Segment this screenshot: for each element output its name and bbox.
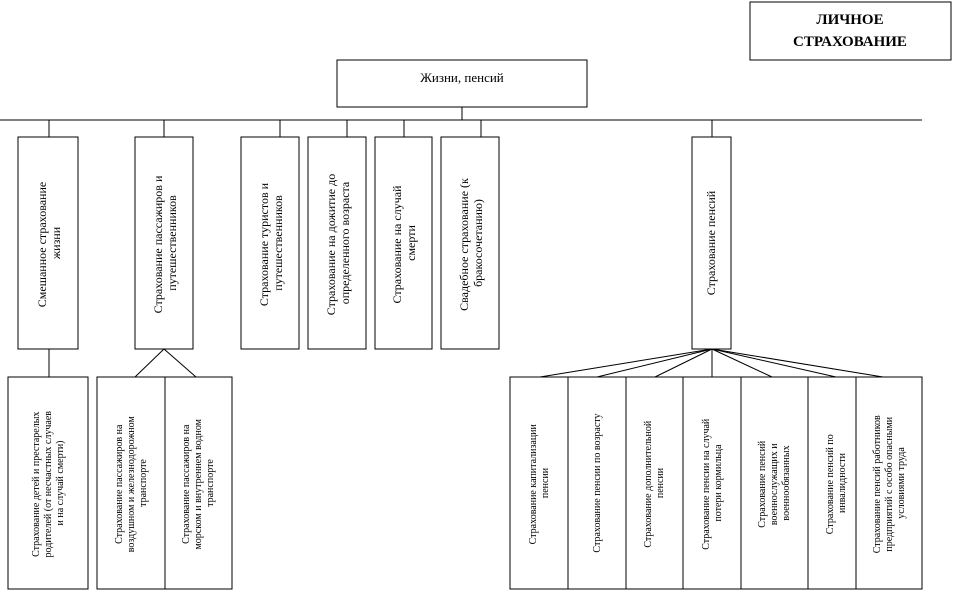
leaf-capital-line-2: пенсии — [540, 467, 551, 499]
category-pensions — [692, 137, 731, 349]
svg-text:Страхование пенсий военн — [757, 438, 792, 528]
leaf-age — [568, 377, 626, 589]
category-tourists-line-1: Страхование туристов и — [257, 182, 271, 307]
title-line-2: СТРАХОВАНИЕ — [793, 34, 907, 50]
category-endowment-line-1: Страхование на дожитие до — [324, 173, 338, 316]
leaf-disability-line-2: инвалидности — [837, 452, 848, 514]
leaf-hazardous-line-2: предприятий с особо опасными — [884, 416, 895, 552]
leaf-additional — [626, 377, 683, 589]
leaf-capital-line-1: Страхование капитализации — [528, 424, 539, 545]
connector-pensions-disability — [712, 349, 836, 377]
leaf-breadwinner — [683, 377, 741, 589]
leaf-military-line-1: Страхование пенсий — [757, 440, 768, 528]
connector-passengers-sea — [164, 349, 196, 377]
category-mixed-line-2: жизни — [49, 226, 63, 260]
leaf-air-rail — [97, 377, 165, 589]
svg-text:Страхование туристов и п — [257, 180, 285, 306]
category-death-line-2: смерти — [404, 225, 418, 261]
leaf-children-line-1: Страхование детей и престарелых — [31, 411, 42, 557]
title-line-1: ЛИЧНОЕ — [816, 12, 884, 28]
leaf-age-line-1: Страхование пенсии по возрасту — [592, 413, 603, 553]
leaf-sea-line-2: морском и внутреннем водном — [193, 418, 204, 550]
leaf-capital — [510, 377, 568, 589]
category-tourists — [241, 137, 299, 349]
svg-text:Страхование пенсий — [704, 190, 718, 295]
leaf-hazardous-line-1: Страхование пенсий работников — [872, 415, 883, 554]
svg-text:Страхование на дожитие до — [324, 171, 352, 315]
category-passengers-line-2: путешественников — [165, 195, 179, 291]
leaf-additional-line-1: Страхование дополнительной — [643, 420, 654, 548]
leaf-air-rail-line-3: транспорте — [138, 459, 149, 507]
category-wedding-line-1: Свадебное страхование (к — [457, 178, 471, 311]
leaf-air-rail-line-1: Страхование пассажиров на — [114, 424, 125, 544]
connector-passengers-air — [135, 349, 164, 377]
leaf-children-line-3: и на случай смерти) — [55, 440, 66, 526]
leaf-military — [741, 377, 808, 589]
leaf-sea — [165, 377, 232, 589]
category-passengers — [135, 137, 193, 349]
leaf-sea-line-3: транспорте — [205, 459, 216, 507]
category-death-line-1: Страхование на случай — [390, 185, 404, 304]
title-box — [750, 2, 951, 60]
category-passengers-line-1: Страхование пассажиров и — [151, 175, 165, 314]
category-tourists-line-2: путешественников — [271, 195, 285, 291]
leaf-breadwinner-line-1: Страхование пенсии на случай — [701, 418, 712, 550]
category-mixed — [18, 137, 78, 349]
category-pensions-line-1: Страхование пенсий — [704, 190, 718, 296]
category-death — [375, 137, 432, 349]
leaf-additional-line-2: пенсии — [655, 467, 666, 499]
leaf-children-line-2: родителей (от несчастных случаев — [43, 411, 54, 558]
category-endowment-line-2: определенного возраста — [338, 181, 352, 305]
category-wedding-line-2: бракосочетанию) — [471, 199, 485, 287]
category-wedding — [441, 137, 499, 349]
svg-text:Страхование пенсии по возрасту — [592, 413, 603, 552]
leaf-hazardous-line-3: условиями труда — [896, 447, 907, 519]
leaf-air-rail-line-2: воздушном и железнодорожном — [126, 416, 137, 553]
leaf-disability-line-1: Страхование пенсий по — [825, 434, 836, 535]
connector-pensions-hazardous — [712, 349, 883, 377]
connector-pensions-age — [597, 349, 712, 377]
leaf-breadwinner-line-2: потери кормильца — [713, 444, 724, 522]
connector-pensions-military — [712, 349, 772, 377]
leaf-sea-line-1: Страхование пассажиров на — [181, 424, 192, 544]
category-mixed-line-1: Смешанное страхование — [35, 181, 49, 308]
leaf-hazardous — [856, 377, 922, 589]
root-label: Жизни, пенсий — [420, 70, 504, 85]
leaf-military-line-2: военнослужащих и — [769, 443, 780, 526]
category-endowment — [308, 137, 366, 349]
leaf-military-line-3: военнообязанных — [781, 445, 792, 521]
leaf-children — [8, 377, 88, 589]
connector-pensions-capital — [540, 349, 712, 377]
